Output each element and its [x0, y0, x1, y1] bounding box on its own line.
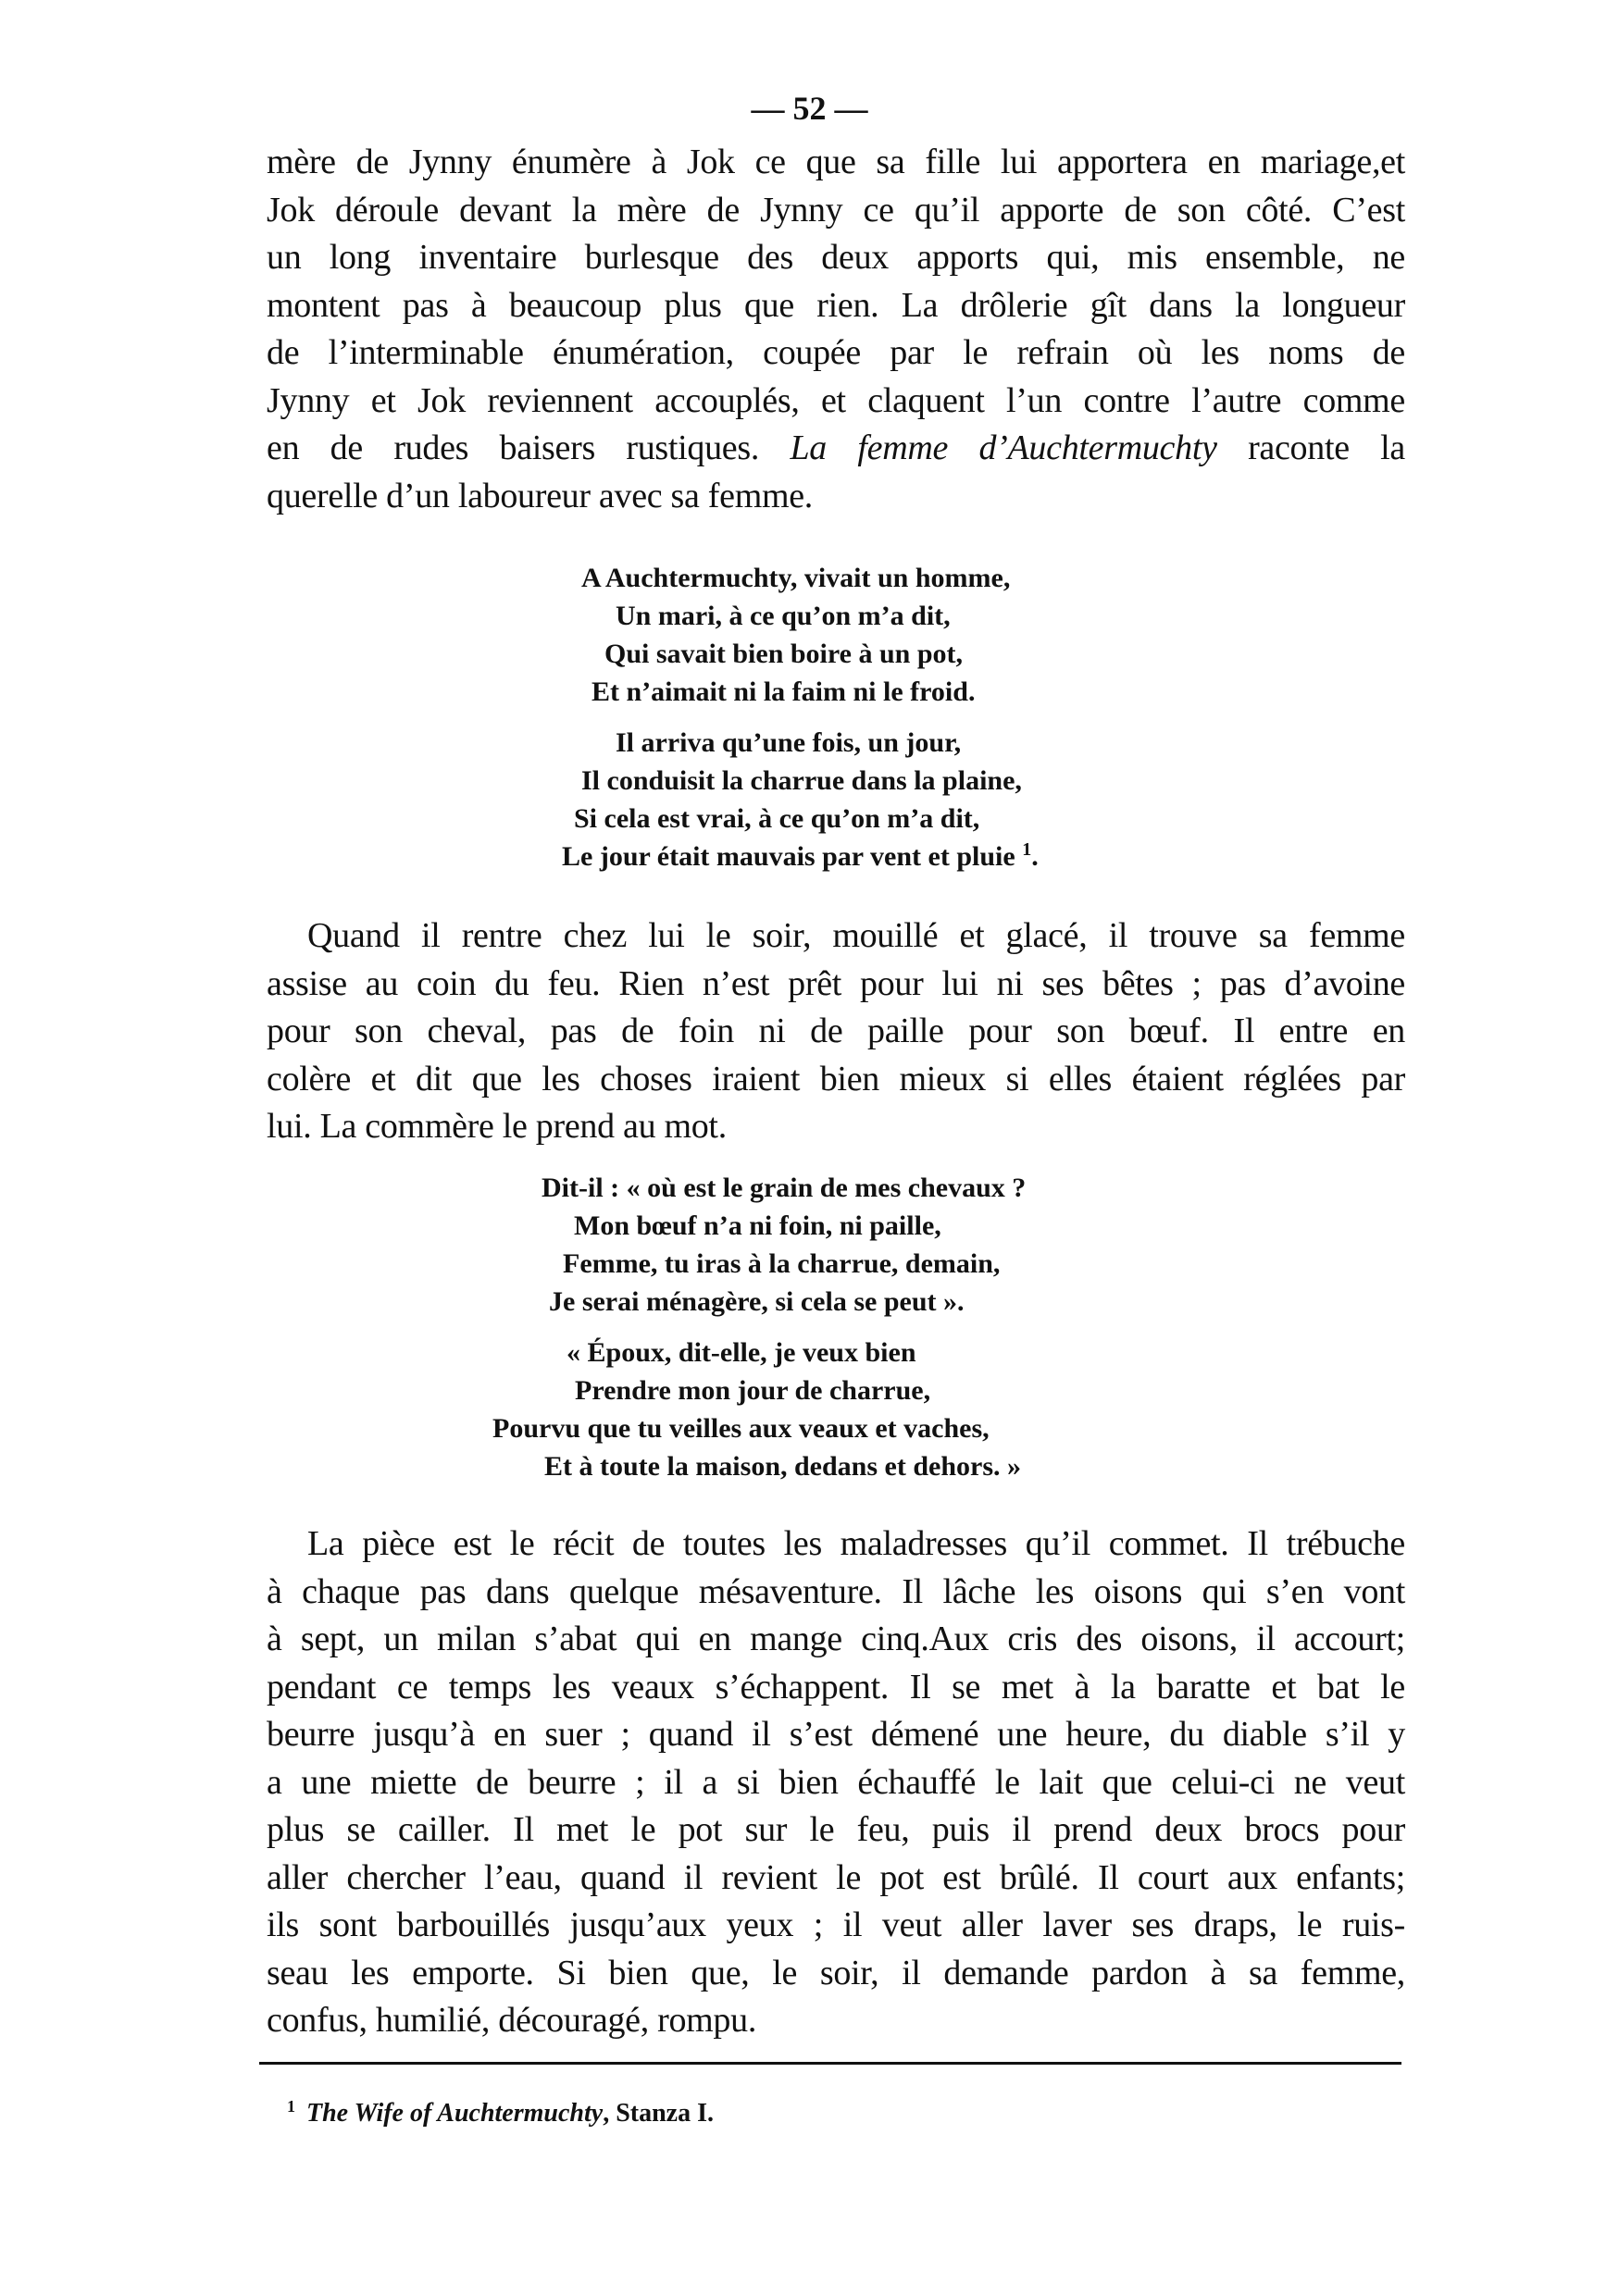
text-line: beurre jusqu’à en suer ; quand il s’est démené une heure, du diable s’il y	[267, 1715, 1405, 1754]
text-line: a une miette de beurre ; il a si bien échauffé le lait que celui-ci ne veut	[267, 1762, 1405, 1802]
footnote-text: , Stanza I.	[603, 2099, 714, 2128]
text-line: montent pas à beaucoup plus que rien. La drôlerie gît dans la longueur	[267, 285, 1405, 325]
stanza	[0, 1169, 1619, 1321]
stanza	[0, 1334, 1619, 1485]
verse-block-1	[0, 559, 1619, 875]
text-line: querelle d’un laboureur avec sa femme.	[267, 476, 813, 515]
text-line: assise au coin du feu. Rien n’est prêt pour lui ni ses bêtes ; pas d’avoine	[267, 963, 1405, 1003]
verse-line: Prendre mon jour de charrue,	[575, 1375, 931, 1406]
verse-line	[562, 838, 1619, 875]
text-line: colère et dit que les choses iraient bien mieux si elles étaient réglées par	[267, 1059, 1405, 1098]
stanza	[0, 724, 1619, 875]
page-number: — 52 —	[751, 90, 868, 127]
verse-line: Et à toute la maison, dedans et dehors. »	[544, 1451, 1022, 1482]
text-line: à chaque pas dans quelque mésaventure. Il lâche les oisons qui s’en vont	[267, 1571, 1405, 1611]
verse-line: A Auchtermuchty, vivait un homme,	[581, 563, 1011, 593]
verse-text: Le jour était mauvais par vent et pluie	[562, 841, 1015, 872]
stanza	[0, 559, 1619, 711]
text-line: Jok déroule devant la mère de Jynny ce qu’il apporte de son côté. C’est	[267, 190, 1405, 230]
text-line: mère de Jynny énumère à Jok ce que sa fille lui apportera en mariage,et	[267, 143, 1405, 181]
text-line: un long inventaire burlesque des deux apports qui, mis ensemble, ne	[267, 238, 1405, 277]
text-line: La pièce est le récit de toutes les maladresses qu’il commet. Il trébuche	[307, 1524, 1405, 1563]
text-line: à sept, un milan s’abat qui en mange cinq.Aux cris des oisons, il accourt;	[267, 1620, 1405, 1658]
text-segment: en de rudes baisers rustiques.	[267, 428, 760, 467]
verse-line: Dit-il : « où est le grain de mes chevaux ?	[542, 1173, 1027, 1203]
verse-punctuation: .	[1031, 841, 1039, 872]
text-line: pour son cheval, pas de foin ni de paille pour son bœuf. Il entre en	[267, 1011, 1405, 1050]
verse-block-2	[0, 1169, 1619, 1485]
verse-line: « Époux, dit-elle, je veux bien	[567, 1337, 916, 1368]
paragraph-2	[267, 912, 1405, 1151]
text-line: pendant ce temps les veaux s’échappent. Il se met à la baratte et bat le	[267, 1667, 1405, 1706]
work-title: La femme d’Auchtermuchty	[790, 428, 1217, 467]
text-line: Jynny et Jok reviennent accouplés, et claquent l’un contre l’autre comme	[267, 380, 1405, 420]
text-line-with-title	[267, 425, 1405, 473]
text-line: ils sont barbouillés jusqu’aux yeux ; il veut aller laver ses draps, le ruis-	[267, 1905, 1405, 1944]
footnote-title: The Wife of Auchtermuchty	[306, 2099, 604, 2128]
footnote-divider	[259, 2062, 1401, 2065]
paragraph-1	[267, 139, 1405, 520]
text-line: plus se cailler. Il met le pot sur le feu, puis il prend deux brocs pour	[267, 1810, 1405, 1849]
verse-line: Femme, tu iras à la charrue, demain,	[563, 1248, 1001, 1279]
verse-line: Un mari, à ce qu’on m’a dit,	[616, 601, 951, 631]
text-line: Quand il rentre chez lui le soir, mouillé et glacé, il trouve sa femme	[307, 916, 1405, 955]
text-line: lui. La commère le prend au mot.	[267, 1107, 727, 1146]
verse-line: Qui savait bien boire à un pot,	[604, 639, 964, 669]
verse-line: Il conduisit la charrue dans la plaine,	[581, 765, 1022, 796]
text-line: de l’interminable énumération, coupée par le refrain où les noms de	[267, 333, 1405, 372]
verse-line: Mon bœuf n’a ni foin, ni paille,	[574, 1210, 941, 1241]
text-line: seau les emporte. Si bien que, le soir, il demande pardon à sa femme,	[267, 1953, 1405, 1992]
verse-line: Je serai ménagère, si cela se peut ».	[549, 1286, 965, 1317]
footnote-reference[interactable]: 1	[1022, 839, 1032, 860]
text-segment: raconte la	[1248, 428, 1405, 467]
verse-line: Il arriva qu’une fois, un jour,	[616, 727, 962, 758]
text-line: confus, humilié, découragé, rompu.	[267, 2001, 757, 2040]
text-line: aller chercher l’eau, quand il revient le pot est brûlé. Il court aux enfants;	[267, 1857, 1405, 1897]
paragraph-3	[267, 1520, 1405, 2045]
verse-line: Pourvu que tu veilles aux veaux et vaches,	[492, 1413, 990, 1444]
verse-line: Si cela est vrai, à ce qu’on m’a dit,	[574, 803, 980, 834]
footnote	[287, 2096, 714, 2128]
verse-line: Et n’aimait ni la faim ni le froid.	[592, 676, 976, 707]
footnote-mark: 1	[287, 2096, 295, 2116]
